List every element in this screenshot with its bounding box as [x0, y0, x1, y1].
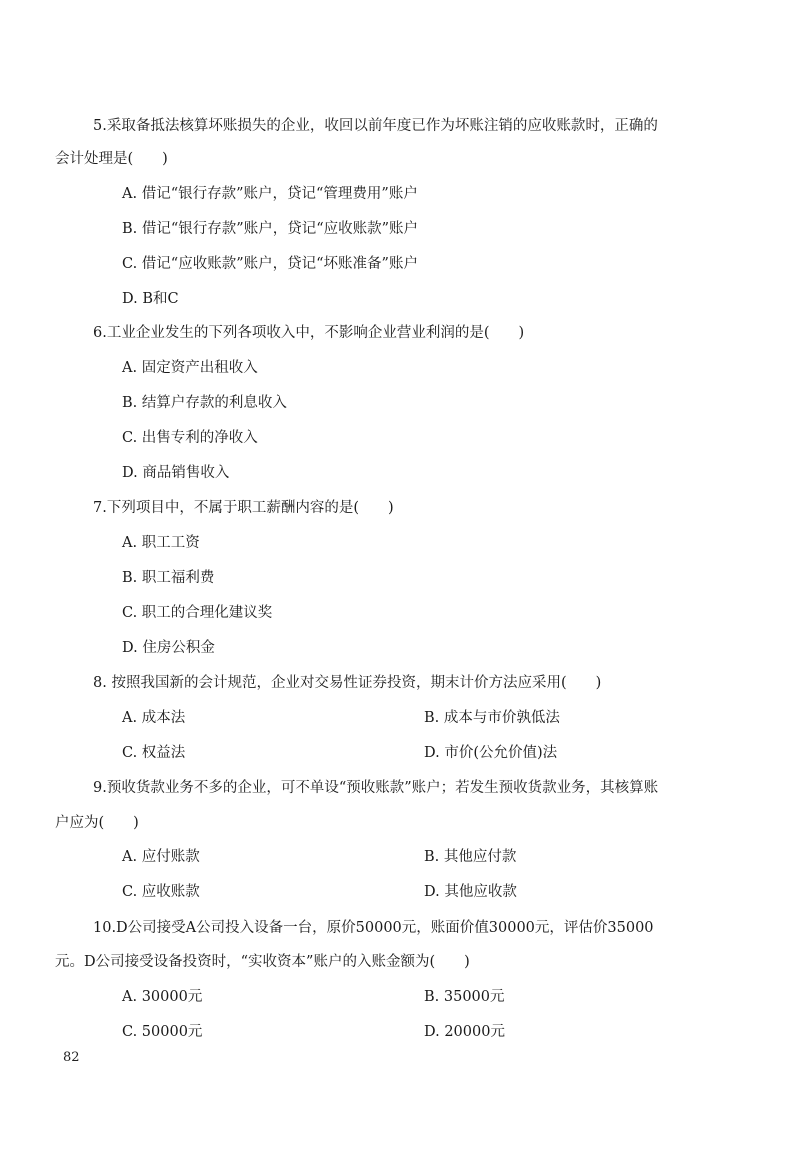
question-9-stem-line1: 9.预收货款业务不多的企业，可不单设“预收账款”账户；若发生预收货款业务，其核算账 — [93, 780, 659, 796]
question-10-option-b: B. 35000元 — [424, 989, 505, 1005]
question-6-option-a: A. 固定资产出租收入 — [122, 360, 258, 376]
question-8-option-d: D. 市价(公允价值)法 — [424, 745, 558, 761]
question-7-option-c: C. 职工的合理化建议奖 — [122, 605, 273, 621]
question-7-option-d: D. 住房公积金 — [122, 640, 215, 656]
question-9-stem-line2: 户应为( ) — [55, 815, 139, 831]
question-6-option-c: C. 出售专利的净收入 — [122, 430, 258, 446]
question-5-option-c: C. 借记“应收账款”账户，贷记“坏账准备”账户 — [122, 256, 418, 272]
question-7-option-a: A. 职工工资 — [122, 535, 200, 551]
question-10-option-d: D. 20000元 — [424, 1024, 505, 1040]
question-7-stem: 7.下列项目中，不属于职工薪酬内容的是( ) — [93, 500, 394, 516]
question-5-stem-line1: 5.采取备抵法核算坏账损失的企业，收回以前年度已作为坏账注销的应收账款时，正确的 — [93, 118, 658, 134]
question-8-option-a: A. 成本法 — [122, 710, 186, 726]
question-5-option-d: D. B和C — [122, 291, 179, 307]
question-10-stem-line2: 元。D公司接受设备投资时，“实收资本”账户的入账金额为( ) — [55, 954, 470, 970]
question-8-stem: 8. 按照我国新的会计规范，企业对交易性证券投资，期末计价方法应采用( ) — [93, 675, 602, 691]
question-5-stem-line2: 会计处理是( ) — [55, 151, 168, 167]
question-7-option-b: B. 职工福利费 — [122, 570, 215, 586]
question-9-option-c: C. 应收账款 — [122, 884, 200, 900]
question-5-option-b: B. 借记“银行存款”账户，贷记“应收账款”账户 — [122, 221, 419, 237]
question-5-option-a: A. 借记“银行存款”账户，贷记“管理费用”账户 — [122, 186, 418, 202]
question-8-option-c: C. 权益法 — [122, 745, 186, 761]
question-10-stem-line1: 10.D公司接受A公司投入设备一台，原价50000元，账面价值30000元，评估价35000 — [93, 920, 654, 936]
page-number: 82 — [63, 1050, 80, 1065]
question-9-option-d: D. 其他应收款 — [424, 884, 517, 900]
question-10-option-a: A. 30000元 — [122, 989, 203, 1005]
question-10-option-c: C. 50000元 — [122, 1024, 203, 1040]
question-6-option-b: B. 结算户存款的利息收入 — [122, 395, 287, 411]
question-8-option-b: B. 成本与市价孰低法 — [424, 710, 560, 726]
question-9-option-a: A. 应付账款 — [122, 849, 200, 865]
question-9-option-b: B. 其他应付款 — [424, 849, 517, 865]
question-6-option-d: D. 商品销售收入 — [122, 465, 230, 481]
question-6-stem: 6.工业企业发生的下列各项收入中，不影响企业营业利润的是( ) — [93, 325, 525, 341]
